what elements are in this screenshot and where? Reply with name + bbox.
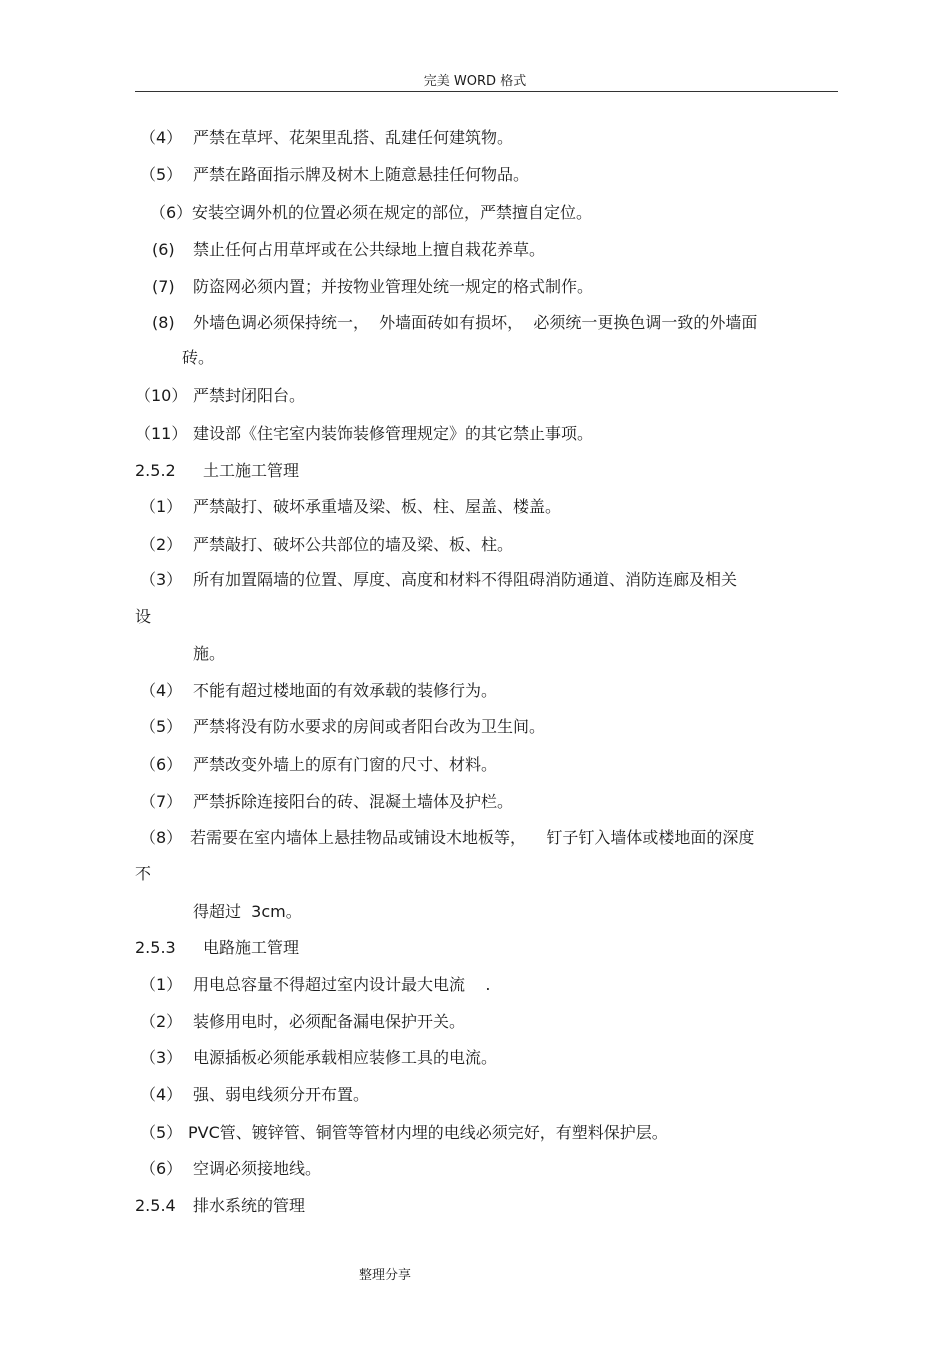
item-number: （4） (140, 128, 183, 147)
item-number: (8) (152, 313, 175, 332)
item-text: 强、弱电线须分开布置。 (193, 1085, 370, 1104)
item-text: 严禁封闭阳台。 (193, 386, 306, 405)
item-text: 严禁拆除连接阳台的砖、混凝土墙体及护栏。 (193, 792, 514, 811)
item-number: （1） (140, 975, 183, 994)
item-number: （2） (140, 535, 183, 554)
page-footer: 整理分享 (358, 1268, 411, 1283)
item-number: （10） (135, 386, 188, 405)
item-number: （4） (140, 681, 183, 700)
item-number: 2.5.3 (135, 938, 176, 957)
item-number: （6） (140, 755, 183, 774)
header-divider (135, 91, 838, 92)
item-number: 2.5.4 (135, 1196, 176, 1215)
item-text: 不能有超过楼地面的有效承载的装修行为。 (193, 681, 498, 700)
item-text: 严禁敲打、破坏公共部位的墙及梁、板、柱。 (193, 535, 514, 554)
item-text: 防盗网必须内置；并按物业管理处统一规定的格式制作。 (193, 277, 594, 296)
item-number: （11） (135, 424, 188, 443)
item-text: 电路施工管理 (203, 938, 300, 957)
item-number: （5） (140, 165, 183, 184)
item-text: 严禁在草坪、花架里乱搭、乱建任何建筑物。 (193, 128, 514, 147)
item-number: （4） (140, 1085, 183, 1104)
item-text: 若需要在室内墙体上悬挂物品或铺设木地板等， 钉子钉入墙体或楼地面的深度 (190, 828, 755, 847)
item-number: （5） (140, 1123, 183, 1142)
item-text: 得超过 3cm。 (193, 902, 302, 921)
item-number: （7） (140, 792, 183, 811)
item-number: （6） (140, 1159, 183, 1178)
item-text: 安装空调外机的位置必须在规定的部位，严禁擅自定位。 (192, 203, 593, 222)
item-number: （3） (140, 570, 183, 589)
item-text: 施。 (193, 644, 226, 663)
item-text: 严禁敲打、破坏承重墙及梁、板、柱、屋盖、楼盖。 (193, 497, 562, 516)
item-number: （2） (140, 1012, 183, 1031)
item-text: 严禁在路面指示牌及树木上随意悬挂任何物品。 (193, 165, 530, 184)
item-text: 排水系统的管理 (193, 1196, 306, 1215)
item-number: 2.5.2 (135, 461, 176, 480)
item-text: 装修用电时，必须配备漏电保护开关。 (193, 1012, 466, 1031)
item-number: （1） (140, 497, 183, 516)
item-text: 土工施工管理 (203, 461, 300, 480)
item-number: (6) (152, 240, 175, 259)
item-text: 外墙色调必须保持统一， 外墙面砖如有损坏， 必须统一更换色调一致的外墙面 (193, 313, 758, 332)
item-text: 严禁改变外墙上的原有门窗的尺寸、材料。 (193, 755, 498, 774)
item-text: 建设部《住宅室内装饰装修管理规定》的其它禁止事项。 (193, 424, 594, 443)
item-text: PVC管、镀锌管、铜管等管材内埋的电线必须完好，有塑料保护层。 (188, 1123, 668, 1142)
item-text: 禁止任何占用草坪或在公共绿地上擅自栽花养草。 (193, 240, 546, 259)
item-text: 严禁将没有防水要求的房间或者阳台改为卫生间。 (193, 717, 546, 736)
item-number: (7) (152, 277, 175, 296)
item-text: 设 (135, 607, 152, 626)
item-number: （6） (150, 203, 193, 222)
item-text: 不 (135, 864, 152, 883)
item-text: 所有加置隔墙的位置、厚度、高度和材料不得阻碍消防通道、消防连廊及相关 (193, 570, 738, 589)
item-text: 电源插板必须能承载相应装修工具的电流。 (193, 1048, 498, 1067)
item-number: （3） (140, 1048, 183, 1067)
item-text: 用电总容量不得超过室内设计最大电流 . (193, 975, 491, 994)
item-number: （8） (140, 828, 183, 847)
item-number: （5） (140, 717, 183, 736)
item-text: 空调必须接地线。 (193, 1159, 322, 1178)
item-text: 砖。 (182, 348, 215, 367)
page-header: 完美 WORD 格式 (423, 74, 527, 89)
